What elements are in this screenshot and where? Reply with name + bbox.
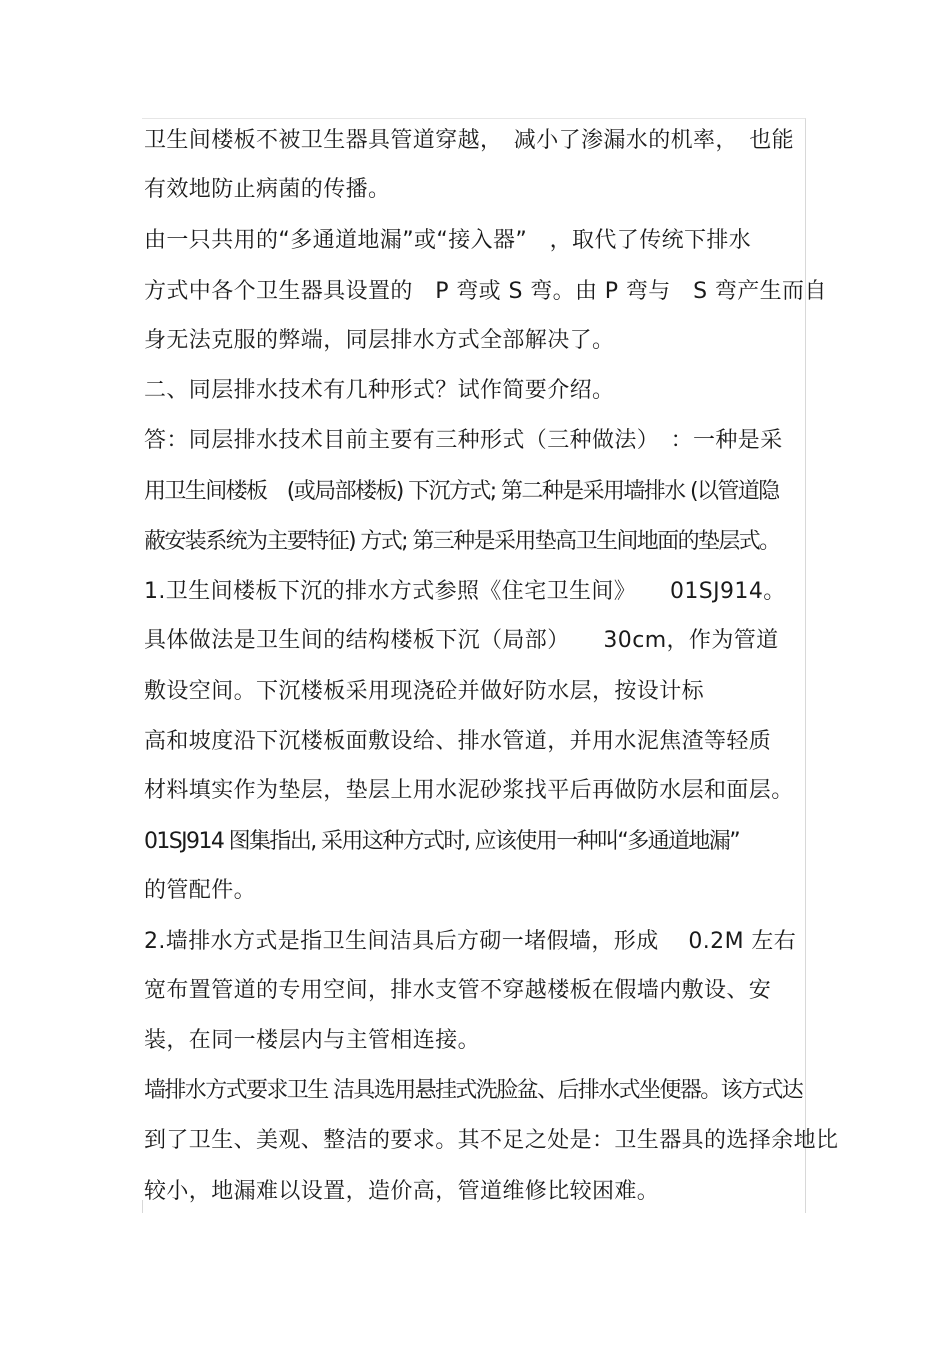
text-line: 装，在同一楼层内与主管相连接。 xyxy=(144,1028,481,1053)
text-line: 由一只共用的“多通道地漏”或“接入器” ，取代了传统下排水 xyxy=(144,228,752,253)
text-line: 具体做法是卫生间的结构楼板下沉（局部） 30cm，作为管道 xyxy=(144,628,779,653)
text-line: 用卫生间楼板 (或局部楼板) 下沉方式; 第二种是采用墙排水 (以管道隐 xyxy=(144,479,779,504)
text-line: 有效地防止病菌的传播。 xyxy=(144,177,391,202)
text-line: 高和坡度沿下沉楼板面敷设给、排水管道，并用水泥焦渣等轻质 xyxy=(144,729,772,754)
text-line: 卫生间楼板不被卫生器具管道穿越， 减小了渗漏水的机率， 也能 xyxy=(144,128,795,153)
text-line: 的管配件。 xyxy=(144,878,257,903)
section-heading: 二、同层排水技术有几种形式？试作简要介绍。 xyxy=(144,378,615,403)
text-line: 01SJ914 图集指出, 采用这种方式时, 应该使用一种叫“多通道地漏” xyxy=(144,829,740,854)
text-line: 材料填实作为垫层，垫层上用水泥砂浆找平后再做防水层和面层。 xyxy=(144,778,794,803)
text-line: 方式中各个卫生器具设置的 P 弯或 S 弯。由 P 弯与 S 弯产生而自 xyxy=(144,279,827,304)
text-line: 到了卫生、美观、整洁的要求。其不足之处是：卫生器具的选择余地比 xyxy=(144,1128,839,1153)
text-line: 墙排水方式要求卫生 洁具选用悬挂式洗脸盆、后排水式坐便器。该方式达 xyxy=(144,1078,803,1103)
text-line: 蔽安装系统为主要特征) 方式; 第三种是采用垫高卫生间地面的垫层式。 xyxy=(144,529,780,554)
text-line: 2.墙排水方式是指卫生间洁具后方砌一堵假墙，形成 0.2M 左右 xyxy=(144,929,797,954)
text-line: 宽布置管道的专用空间，排水支管不穿越楼板在假墙内敷设、安 xyxy=(144,978,772,1003)
text-line: 答：同层排水技术目前主要有三种形式（三种做法） ：一种是采 xyxy=(144,428,783,453)
text-line: 身无法克服的弊端，同层排水方式全部解决了。 xyxy=(144,328,615,353)
text-line: 敷设空间。下沉楼板采用现浇砼并做好防水层，按设计标 xyxy=(144,679,705,704)
text-line: 1.卫生间楼板下沉的排水方式参照《住宅卫生间》 01SJ914。 xyxy=(144,579,786,604)
text-line: 较小，地漏难以设置，造价高，管道维修比较困难。 xyxy=(144,1179,660,1204)
page-frame-edge xyxy=(142,1200,143,1213)
